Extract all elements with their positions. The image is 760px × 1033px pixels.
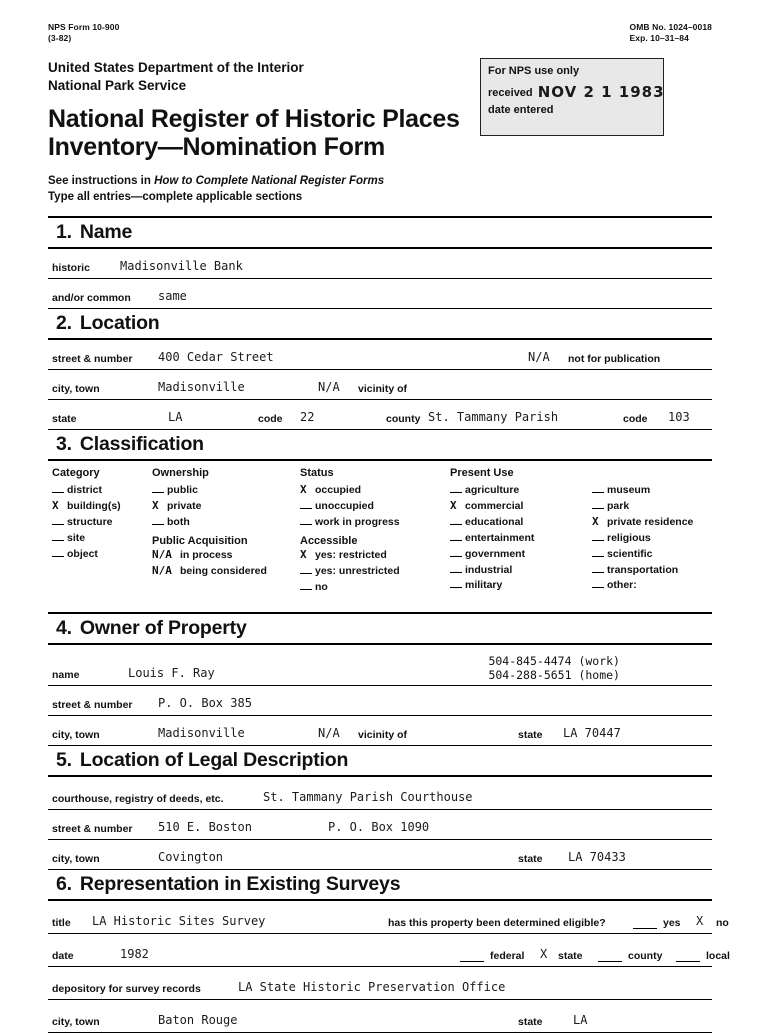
owner-name-value[interactable]: Louis F. Ray bbox=[128, 666, 215, 681]
owner-phone-block[interactable] bbox=[488, 654, 620, 683]
section-number-2: 2. bbox=[56, 312, 72, 335]
form-body bbox=[48, 22, 730, 1033]
status-item-unoccupied[interactable] bbox=[300, 498, 450, 514]
category-item-object[interactable] bbox=[52, 546, 152, 562]
field-depository bbox=[48, 967, 712, 1000]
legal-state-value[interactable]: LA 70433 bbox=[568, 850, 626, 865]
use-label-religious: religious bbox=[607, 531, 651, 544]
courthouse-label: courthouse, registry of deeds, etc. bbox=[52, 793, 224, 806]
depository-label: depository for survey records bbox=[52, 983, 201, 996]
section-heading-legal bbox=[48, 746, 712, 775]
status-label-work-in-progress: work in progress bbox=[315, 515, 400, 528]
use-label-industrial: industrial bbox=[465, 563, 513, 576]
category-label-object: object bbox=[67, 547, 98, 560]
classification-grid bbox=[48, 461, 712, 602]
instructions-prefix: See instructions in bbox=[48, 174, 155, 187]
status-label-unoccupied: unoccupied bbox=[315, 499, 374, 512]
section-number-3: 3. bbox=[56, 433, 72, 456]
owner-street-label: street & number bbox=[52, 699, 133, 712]
omb-number bbox=[630, 22, 713, 43]
legal-state-label: state bbox=[518, 853, 543, 866]
state-value[interactable]: LA bbox=[168, 410, 183, 425]
accessible-label-yes-restricted: yes: restricted bbox=[315, 548, 387, 561]
survey-state-value[interactable]: LA bbox=[573, 1013, 588, 1028]
classification-present-use-column-1 bbox=[450, 467, 592, 594]
public-acq-item-in-process[interactable] bbox=[152, 547, 300, 563]
use-label-commercial: commercial bbox=[465, 499, 524, 512]
section-title-2: Location bbox=[79, 312, 160, 335]
field-survey-title bbox=[48, 901, 729, 934]
use-item-military[interactable] bbox=[450, 577, 592, 593]
owner-name-label: name bbox=[52, 669, 80, 682]
use-label-scientific: scientific bbox=[607, 547, 653, 560]
level-mark-federal[interactable] bbox=[460, 949, 484, 962]
form-number-line2: (3-82) bbox=[48, 32, 72, 43]
public-acq-mark-being-considered: N/A bbox=[152, 563, 172, 577]
county-label: county bbox=[386, 413, 421, 426]
instructions-line-2: Type all entries—complete applicable sections bbox=[48, 191, 303, 204]
page-title-line-1: National Register of Historic Places bbox=[48, 104, 460, 133]
street-label: street & number bbox=[52, 353, 133, 366]
accessible-item-no[interactable] bbox=[300, 579, 450, 595]
level-label-federal: federal bbox=[490, 950, 525, 963]
eligible-mark-no[interactable]: X bbox=[696, 914, 704, 929]
vicinity-value[interactable]: N/A bbox=[318, 380, 340, 395]
accessible-label-no: no bbox=[315, 580, 328, 593]
use-item-educational[interactable] bbox=[450, 514, 592, 530]
use-item-museum[interactable] bbox=[592, 482, 712, 498]
section-title-4: Owner of Property bbox=[79, 617, 247, 640]
accessible-item-yes-unrestricted[interactable] bbox=[300, 563, 450, 579]
ownership-item-private[interactable] bbox=[152, 498, 300, 514]
use-label-educational: educational bbox=[465, 515, 524, 528]
category-heading: Category bbox=[52, 467, 100, 480]
category-item-district[interactable] bbox=[52, 482, 152, 498]
level-label-county: county bbox=[628, 950, 663, 963]
use-item-park[interactable] bbox=[592, 498, 712, 514]
use-item-government[interactable] bbox=[450, 546, 592, 562]
vicinity-label: vicinity of bbox=[358, 383, 408, 396]
use-item-religious[interactable] bbox=[592, 530, 712, 546]
eligible-question: has this property been determined eligible? bbox=[388, 917, 606, 930]
ownership-label-public: public bbox=[167, 484, 198, 497]
state-label: state bbox=[52, 413, 77, 426]
common-label: and/or common bbox=[52, 292, 131, 305]
use-label-private-residence: private residence bbox=[607, 515, 694, 528]
category-mark-buildings: X bbox=[52, 498, 59, 512]
city-value[interactable]: Madisonville bbox=[158, 380, 245, 395]
category-label-site: site bbox=[67, 531, 86, 544]
survey-date-value[interactable]: 1982 bbox=[120, 947, 149, 962]
status-item-occupied[interactable] bbox=[300, 482, 450, 498]
field-owner-name bbox=[48, 645, 712, 686]
agency-line-1: United States Department of the Interior bbox=[48, 60, 304, 76]
use-item-commercial[interactable] bbox=[450, 498, 592, 514]
accessible-mark-yes-restricted: X bbox=[300, 547, 307, 561]
category-item-site[interactable] bbox=[52, 530, 152, 546]
use-item-private-residence[interactable] bbox=[592, 514, 712, 530]
section-title-1: Name bbox=[79, 221, 133, 244]
ownership-label-private: private bbox=[167, 499, 202, 512]
use-label-military: military bbox=[465, 579, 503, 592]
survey-date-label: date bbox=[52, 950, 74, 963]
instructions-line-1 bbox=[48, 173, 712, 190]
owner-vicinity-label: vicinity of bbox=[358, 729, 408, 742]
status-heading: Status bbox=[300, 467, 334, 480]
ownership-heading: Ownership bbox=[152, 467, 209, 480]
field-historic-name bbox=[48, 249, 712, 279]
section-heading-surveys bbox=[48, 870, 712, 899]
legal-street-value-2[interactable]: P. O. Box 1090 bbox=[328, 820, 430, 835]
legal-street-value[interactable]: 510 E. Boston bbox=[158, 820, 252, 835]
county-code-value[interactable]: 103 bbox=[668, 410, 690, 425]
use-label-agriculture: agriculture bbox=[465, 484, 520, 497]
form-number bbox=[48, 22, 119, 43]
field-courthouse bbox=[48, 777, 712, 810]
section-heading-name bbox=[48, 218, 712, 247]
nps-received-stamp: NOV 2 1 1983 bbox=[537, 82, 665, 101]
not-for-publication-label: not for publication bbox=[568, 353, 661, 366]
level-label-state: state bbox=[558, 950, 583, 963]
section-number-6: 6. bbox=[56, 873, 72, 896]
status-item-work-in-progress[interactable] bbox=[300, 514, 450, 530]
category-item-buildings[interactable] bbox=[52, 498, 152, 514]
field-survey-date bbox=[48, 934, 730, 967]
use-label-entertainment: entertainment bbox=[465, 531, 535, 544]
public-acq-label-being-considered: being considered bbox=[180, 564, 267, 577]
city-label: city, town bbox=[52, 383, 100, 396]
classification-category-column bbox=[52, 467, 152, 594]
owner-vicinity-value[interactable]: N/A bbox=[318, 726, 340, 741]
level-label-local: local bbox=[706, 950, 730, 963]
historic-value[interactable]: Madisonville Bank bbox=[120, 259, 243, 274]
field-owner-city bbox=[48, 716, 712, 746]
public-acq-label-in-process: in process bbox=[180, 548, 233, 561]
county-code-label: code bbox=[623, 413, 648, 426]
not-for-publication-value[interactable]: N/A bbox=[528, 350, 550, 365]
category-item-structure[interactable] bbox=[52, 514, 152, 530]
ownership-item-public[interactable] bbox=[152, 482, 300, 498]
form-meta-row bbox=[48, 22, 712, 43]
nps-date-entered-label: date entered bbox=[488, 104, 554, 116]
section-title-3: Classification bbox=[79, 433, 204, 456]
common-value[interactable]: same bbox=[158, 289, 187, 304]
accessible-item-yes-restricted[interactable] bbox=[300, 547, 450, 563]
legal-city-label: city, town bbox=[52, 853, 100, 866]
survey-state-label: state bbox=[518, 1016, 543, 1029]
survey-title-label: title bbox=[52, 917, 71, 930]
level-mark-county[interactable] bbox=[598, 949, 622, 962]
owner-street-value[interactable]: P. O. Box 385 bbox=[158, 696, 252, 711]
field-state-county bbox=[48, 400, 712, 430]
eligible-mark-yes[interactable] bbox=[633, 916, 657, 929]
owner-city-value[interactable]: Madisonville bbox=[158, 726, 245, 741]
use-item-scientific[interactable] bbox=[592, 546, 712, 562]
nps-box-title: For NPS use only bbox=[488, 65, 580, 77]
nps-use-only-box bbox=[480, 58, 664, 136]
survey-title-value[interactable]: LA Historic Sites Survey bbox=[92, 914, 266, 929]
legal-city-value[interactable]: Covington bbox=[158, 850, 224, 865]
field-street-number bbox=[48, 340, 712, 370]
form-number-line1: NPS Form 10-900 bbox=[48, 22, 120, 32]
section-heading-classification bbox=[48, 430, 712, 459]
section-heading-location bbox=[48, 309, 712, 338]
section-title-6: Representation in Existing Surveys bbox=[79, 873, 401, 896]
state-code-value[interactable]: 22 bbox=[300, 410, 315, 425]
omb-line1: OMB No. 1024–0018 bbox=[629, 22, 712, 32]
depository-value[interactable]: LA State Historic Preservation Office bbox=[238, 980, 506, 995]
ownership-label-both: both bbox=[167, 515, 190, 528]
classification-ownership-column bbox=[152, 467, 300, 594]
county-value[interactable]: St. Tammany Parish bbox=[428, 410, 559, 425]
field-legal-city bbox=[48, 840, 712, 870]
classification-status-column bbox=[300, 467, 450, 594]
eligible-label-no: no bbox=[716, 917, 729, 930]
owner-phone-work: 504-845-4474 (work) bbox=[488, 653, 620, 668]
owner-city-label: city, town bbox=[52, 729, 100, 742]
instructions-doc-title: How to Complete National Register Forms bbox=[154, 174, 385, 187]
use-label-other: other: bbox=[607, 579, 637, 592]
accessible-heading: Accessible bbox=[300, 534, 358, 547]
ownership-mark-private: X bbox=[152, 498, 159, 512]
nps-received-label: received bbox=[488, 86, 533, 99]
owner-state-value[interactable]: LA 70447 bbox=[563, 726, 621, 741]
field-common-name bbox=[48, 279, 712, 309]
status-label-occupied: occupied bbox=[315, 484, 362, 497]
category-label-buildings: building(s) bbox=[67, 499, 121, 512]
section-number-1: 1. bbox=[56, 221, 72, 244]
use-item-agriculture[interactable] bbox=[450, 482, 592, 498]
field-survey-city bbox=[48, 1000, 712, 1033]
agency-line-2: National Park Service bbox=[48, 78, 187, 94]
category-label-district: district bbox=[67, 484, 103, 497]
level-mark-state[interactable]: X bbox=[540, 947, 548, 962]
omb-line2: Exp. 10–31–84 bbox=[629, 32, 689, 43]
page-title-line-2: Inventory—Nomination Form bbox=[48, 132, 385, 161]
section-number-5: 5. bbox=[56, 749, 72, 772]
nps-received-row bbox=[488, 80, 665, 103]
legal-street-label: street & number bbox=[52, 823, 133, 836]
level-mark-local[interactable] bbox=[676, 949, 700, 962]
section-number-4: 4. bbox=[56, 617, 72, 640]
classification-present-use-column-2 bbox=[592, 467, 712, 594]
section-heading-owner bbox=[48, 614, 712, 643]
field-city-town bbox=[48, 370, 712, 400]
eligible-label-yes: yes bbox=[663, 917, 681, 930]
instructions bbox=[48, 173, 712, 206]
use-label-government: government bbox=[465, 547, 526, 560]
category-label-structure: structure bbox=[67, 515, 113, 528]
owner-state-label: state bbox=[518, 729, 543, 742]
courthouse-value[interactable]: St. Tammany Parish Courthouse bbox=[263, 790, 473, 805]
use-mark-private-residence: X bbox=[592, 514, 599, 528]
state-code-label: code bbox=[258, 413, 283, 426]
use-item-entertainment[interactable] bbox=[450, 530, 592, 546]
accessible-label-yes-unrestricted: yes: unrestricted bbox=[315, 564, 400, 577]
section-title-5: Location of Legal Description bbox=[79, 749, 349, 772]
public-acq-item-being-considered[interactable] bbox=[152, 563, 300, 579]
use-mark-commercial: X bbox=[450, 498, 457, 512]
survey-city-value[interactable]: Baton Rouge bbox=[158, 1013, 238, 1028]
survey-city-label: city, town bbox=[52, 1016, 100, 1029]
use-item-transportation[interactable] bbox=[592, 562, 712, 578]
status-mark-occupied: X bbox=[300, 483, 307, 497]
public-acquisition-heading: Public Acquisition bbox=[152, 534, 248, 547]
use-label-museum: museum bbox=[607, 484, 651, 497]
use-label-transportation: transportation bbox=[607, 563, 679, 576]
street-value[interactable]: 400 Cedar Street bbox=[158, 350, 274, 365]
use-label-park: park bbox=[607, 499, 630, 512]
field-owner-street bbox=[48, 686, 712, 716]
use-item-industrial[interactable] bbox=[450, 562, 592, 578]
ownership-item-both[interactable] bbox=[152, 514, 300, 530]
field-legal-street bbox=[48, 810, 712, 840]
use-item-other[interactable] bbox=[592, 577, 712, 593]
historic-label: historic bbox=[52, 262, 90, 275]
present-use-heading: Present Use bbox=[450, 467, 514, 480]
public-acq-mark-in-process: N/A bbox=[152, 547, 172, 561]
owner-phone-home: 504-288-5651 (home) bbox=[488, 668, 620, 683]
